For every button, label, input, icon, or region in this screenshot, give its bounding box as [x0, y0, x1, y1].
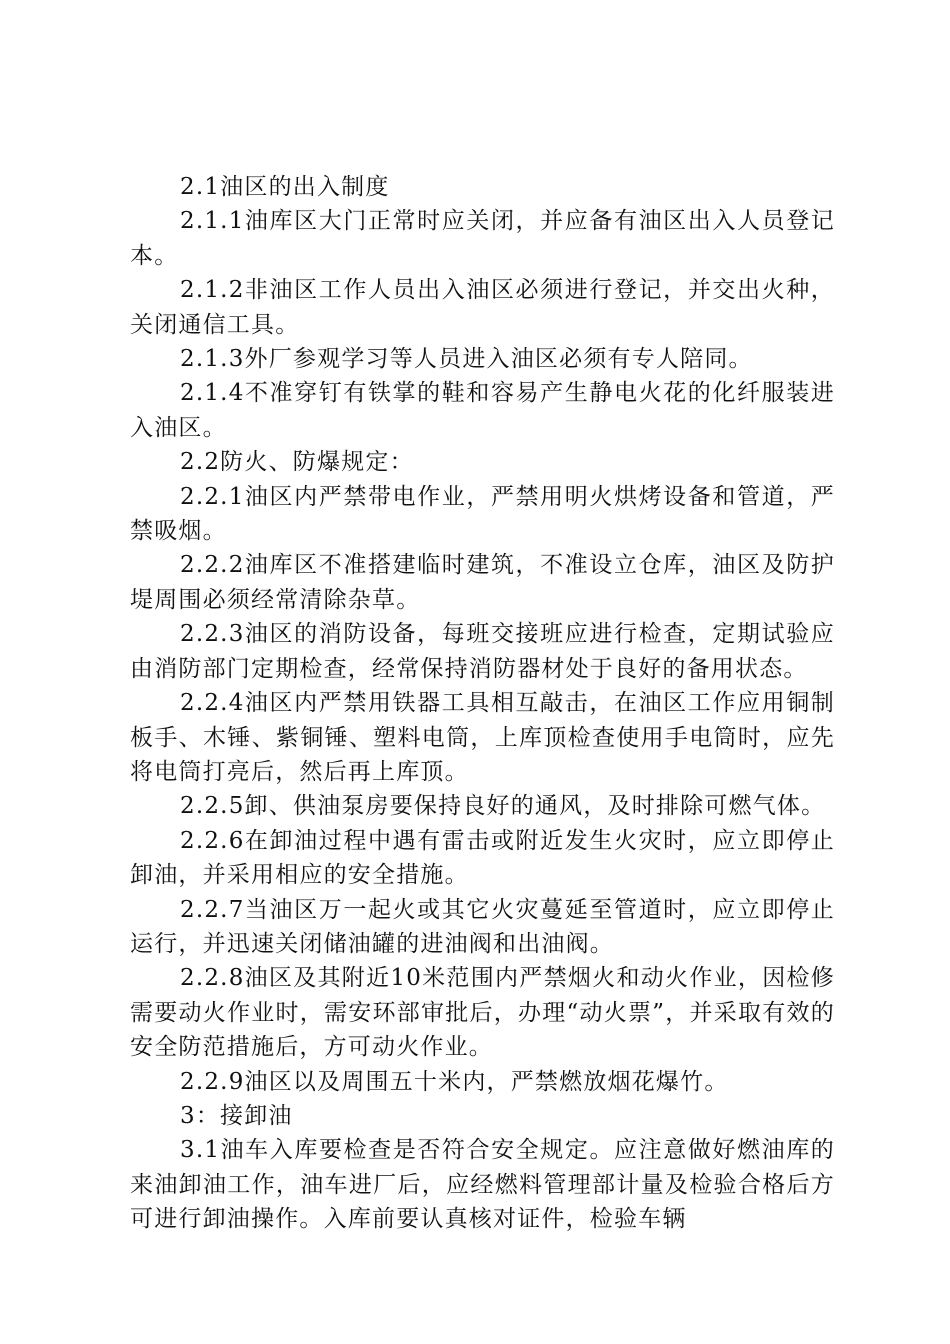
paragraph-2-1-2: 2.1.2非油区工作人员出入油区必须进行登记，并交出火种，关闭通信工具。	[130, 277, 835, 338]
section-heading-3: 3：接卸油	[180, 1102, 293, 1129]
paragraph-2-2-4: 2.2.4油区内严禁用铁器工具相互敲击，在油区工作应用铜制板手、木锤、紫铜锤、塑料电筒，上库顶检查使用手电筒时，应先将电筒打亮后，然后再上库顶。	[130, 690, 835, 785]
paragraph-2-2-3: 2.2.3油区的消防设备，每班交接班应进行检查，定期试验应由消防部门定期检查，经常保持消防器材处于良好的备用状态。	[130, 621, 835, 682]
paragraph-2-1-1: 2.1.1油库区大门正常时应关闭，并应备有油区出入人员登记本。	[130, 208, 835, 269]
paragraph-2-2-6: 2.2.6在卸油过程中遇有雷击或附近发生火灾时，应立即停止卸油，并采用相应的安全措施。	[130, 827, 835, 889]
paragraph-2-2-9: 2.2.9油区以及周围五十米内，严禁燃放烟花爆竹。	[180, 1068, 729, 1095]
paragraph-2-2: 2.2防火、防爆规定：	[180, 449, 414, 476]
paragraph-2-1: 2.1油区的出入制度	[180, 174, 390, 200]
paragraph-2-2-5: 2.2.5卸、供油泵房要保持良好的通风，及时排除可燃气体。	[180, 793, 826, 820]
paragraph-2-1-4: 2.1.4不准穿钉有铁掌的鞋和容易产生静电火花的化纤服装进入油区。	[130, 380, 835, 441]
paragraph-2-2-7: 2.2.7当油区万一起火或其它火灾蔓延至管道时，应立即停止运行，并迅速关闭储油罐的进油阀和出油阀。	[130, 896, 835, 957]
document-body	[130, 170, 835, 1237]
paragraph-2-2-2: 2.2.2油库区不准搭建临时建筑，不准设立仓库，油区及防护堤周围必须经常清除杂草。	[130, 552, 835, 613]
paragraph-2-1-3: 2.1.3外厂参观学习等人员进入油区必须有专人陪同。	[180, 346, 753, 373]
paragraph-2-2-1: 2.2.1油区内严禁带电作业，严禁用明火烘烤设备和管道，严禁吸烟。	[130, 483, 835, 545]
paragraph-3-1: 3.1油车入库要检查是否符合安全规定。应注意做好燃油库的来油卸油工作，油车进厂后，应经燃料管理部计量及检验合格后方可进行卸油操作。入库前要认真核对证件，检验车辆	[130, 1137, 835, 1233]
paragraph-2-2-8: 2.2.8油区及其附近10米范围内严禁烟火和动火作业，因检修需要动火作业时，需安环部审批后，办理“动火票”，并采取有效的安全防范措施后，方可动火作业。	[130, 965, 835, 1061]
